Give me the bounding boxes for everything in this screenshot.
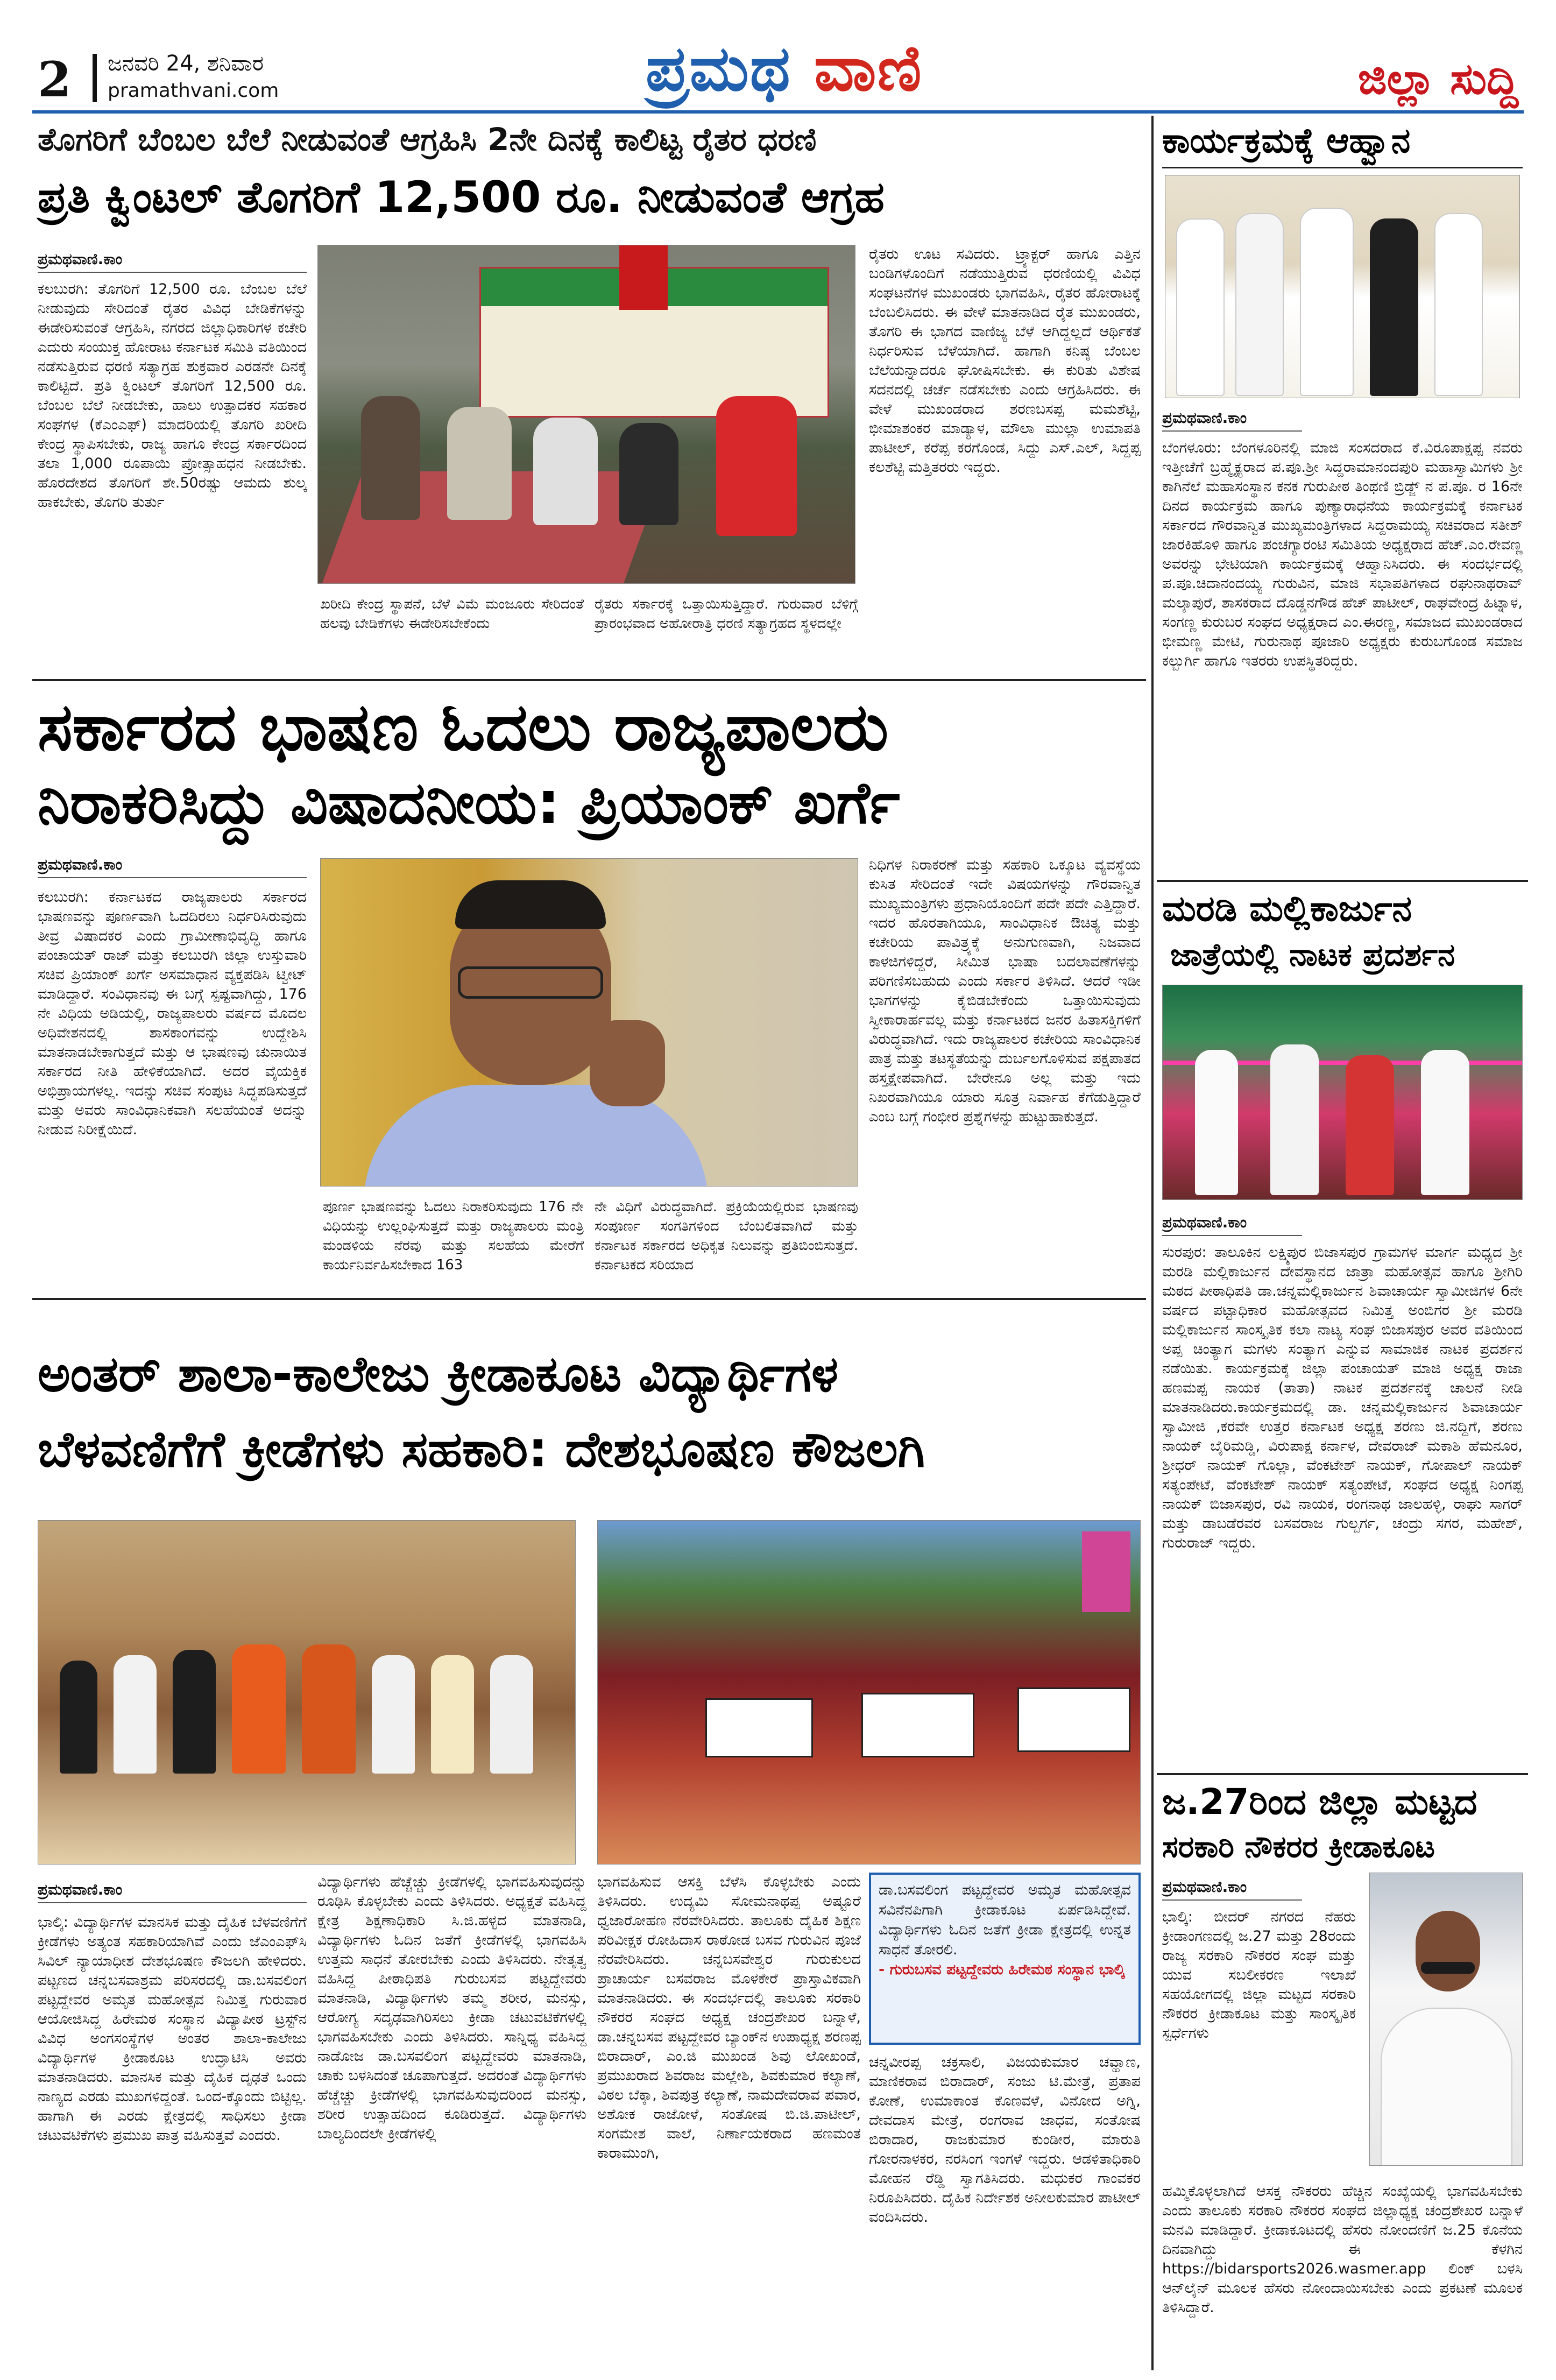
guest-figure [302,1644,356,1774]
page-header [0,0,1556,108]
quote-attribution: - ಗುರುಬಸವ ಪಟ್ಟದ್ದೇವರು ಹಿರೇಮಠ ಸಂಸ್ಥಾನ ಭಾಲ್ಕಿ [879,1961,1125,1978]
guest-figure [173,1650,216,1774]
face-shape [1416,1911,1480,1991]
right3-text-left: ಭಾಲ್ಕಿ: ಬೀದರ್ ನಗರದ ನೆಹರು ಕ್ರೀಡಾಂಗಣದಲ್ಲಿ ಜ.27 ಮತ್ತು 28ರಂದು ರಾಜ್ಯ ಸರಕಾರಿ ನೌಕರರ ಸಂಘ ಮತ್ತು ಯುವ ಸಬಲೀಕರಣ ಇಲಾಖೆ ಸಹಯೋಗದಲ್ಲಿ ಜಿಲ್ಲಾ ಮಟ್ಟದ ಸರಕಾರಿ ನೌಕರರ ಕ್ರೀಡಾಕೂಟ ಮತ್ತು ಸಾಂಸ್ಕೃತಿಕ ಸ್ಪರ್ಧೆಗಳು [1162,1909,1356,2042]
right1-rule [1162,167,1523,168]
placard [1017,1687,1130,1752]
masthead-part2: ವಾಣಿ [814,32,923,105]
guest-figure [1370,218,1418,396]
story1-column-3: ರೈತರು ಊಟ ಸವಿದರು. ಟ್ರ್ಯಾಕ್ಟರ್ ಹಾಗೂ ಎತ್ತಿನ ಬಂಡಿಗಳೊಂದಿಗೆ ನಡೆಯುತ್ತಿರುವ ಧರಣಿಯಲ್ಲಿ ವಿವಿಧ ಸಂಘಟನೆಗಳ ಮುಖಂಡರು ಭಾಗವಹಿಸಿ, ರೈತರ ಹೋರಾಟಕ್ಕೆ ಬೆಂಬಲಿಸಿದರು. ಈ ವೇಳೆ ಮಾತನಾಡಿದ ರೈತ ಮುಖಂಡರು, ತೊಗರಿ ಈ ಭಾಗದ ವಾಣಿಜ್ಯ ಬೆಳೆ ಆಗಿದ್ದಲ್ಲದೆ ಆರ್ಥಿಕತೆ ನಿರ್ಧರಿಸುವ ಬೆಳೆಯಾಗಿದೆ. ಹಾಗಾಗಿ ಕನಿಷ್ಠ ಬೆಂಬಲ ಬೆಲೆಯನ್ನಾದರೂ ಘೋಷಿಸಬೇಕು. ಈ ಕುರಿತು ವಿಶೇಷ ಸದನದಲ್ಲಿ ಚರ್ಚೆ ನಡೆಸಬೇಕು ಎಂದು ಆಗ್ರಹಿಸಿದರು. ಈ ವೇಳೆ ಮುಖಂಡರಾದ ಶರಣಬಸಪ್ಪ ಮಮಶೆಟ್ಟಿ, ಭೀಮಾಶಂಕರ ಮಾಡ್ಯಾಳ, ಮೌಲಾ ಮುಲ್ಲಾ ಉಮಾಪತಿ ಪಾಟೀಲ್, ಕರೆಪ್ಪ ಕರಗೊಂಡ, ಸಿದ್ದು ಎಸ್.ಎಲ್, ಸಿದ್ದಪ್ಪ ಕಲಶೆಟ್ಟಿ ಮತ್ತಿತರರು ಇದ್ದರು. [869,246,1141,476]
story2-caption-2: ನೇ ವಿಧಿಗೆ ವಿರುದ್ಧವಾಗಿದೆ. ಪ್ರಕ್ರಿಯೆಯಲ್ಲಿರುವ ಭಾಷಣವು ಸಂಪೂರ್ಣ ಸಂಗತಿಗಳಿಂದ ಬೆಂಬಲಿತವಾಗಿದೆ ಮತ್ತು ಕರ್ನಾಟಕ ಸರ್ಕಾರದ ಅಧಿಕೃತ ನಿಲುವನ್ನು ಪ್ರತಿಬಿಂಬಿಸುತ್ತದೆ. ಕರ್ನಾಟಕದ ಸರಿಯಾದ [595,1199,858,1273]
guest-figure [372,1655,415,1774]
right2-headline-line1: ಮರಡಿ ಮಲ್ಲಿಕಾರ್ಜುನ [1162,888,1412,929]
guest-figure [1300,208,1354,396]
right3-headline-line1: ಜ.27ರಿಂದ ಜಿಲ್ಲಾ ಮಟ್ಟದ [1162,1781,1477,1823]
right3-byline-rule [1162,1899,1302,1901]
story1-photo [317,245,855,584]
right1-headline: ಕಾರ್ಯಕ್ರಮಕ್ಕೆ ಆಹ್ವಾನ [1162,121,1411,161]
flag [1082,1531,1130,1612]
story1-kicker: ತೊಗರಿಗೆ ಬೆಂಬಲ ಬೆಲೆ ನೀಡುವಂತೆ ಆಗ್ರಹಿಸಿ 2ನೇ ದಿನಕ್ಕೆ ಕಾಲಿಟ್ಟ ರೈತರ ಧರಣಿ [38,121,817,158]
story3-headline-line1: ಅಂತರ್ ಶಾಲಾ-ಕಾಲೇಜು ಕ್ರೀಡಾಕೂಟ ವಿದ್ಯಾರ್ಥಿಗಳ [38,1345,839,1403]
story3-photo-2 [597,1520,1141,1865]
right2-headline-line2: ಜಾತ್ರೆಯಲ್ಲಿ ನಾಟಕ ಪ್ರದರ್ಶನ [1170,936,1455,973]
protester-figure [716,396,797,536]
guest-figure [490,1655,533,1774]
guest-figure [1434,213,1483,396]
mustache-shape [1421,1962,1475,1974]
section-tag: ಜಿಲ್ಲಾ ಸುದ್ದಿ [1357,54,1518,104]
story3-photo-1 [38,1520,576,1865]
right1-bottom-rule [1157,880,1528,882]
right1-text: ಬೆಂಗಳೂರು: ಬೆಂಗಳೂರಿನಲ್ಲಿ ಮಾಜಿ ಸಂಸದರಾದ ಕೆ.ವಿರೂಪಾಕ್ಷಪ್ಪ ನವರು ಇತ್ತೀಚೆಗೆ ಬ್ರಹ್ಮೈಕ್ಯರಾದ ಪ.ಪೂ.ಶ್ರೀ ಸಿದ್ದರಾಮಾನಂದಪುರಿ ಮಹಾಸ್ವಾಮಿಗಳು ಶ್ರೀ ಕಾಗಿನೆಲೆ ಮಹಾಸಂಸ್ಥಾನ ಕನಕ ಗುರುಪೀಠ ತಿಂಥಣಿ ಬ್ರಿಡ್ಜ್ ನ ಪ.ಪೂ. ರ 16ನೇ ದಿನದ ಕಾರ್ಯಕ್ರಮ ಹಾಗೂ ಪುಣ್ಯಾರಾಧನೆಯ ಕಾರ್ಯಕ್ರಮಕ್ಕೆ ಕರ್ನಾಟಕ ಸರ್ಕಾರದ ಗೌರವಾನ್ವಿತ ಮುಖ್ಯಮಂತ್ರಿಗಳಾದ ಸಿದ್ದರಾಮಯ್ಯ ಸಚಿವರಾದ ಸತೀಶ್ ಜಾರಕಿಹೊಳಿ ಹಾಗೂ ಪಂಚಗ್ಯಾರಂಟಿ ಸಮಿತಿಯ ಅಧ್ಯಕ್ಷರಾದ ಹೆಚ್.ಎಂ.ರೇವಣ್ಣ ಅವರನ್ನು ಭೇಟಿಯಾಗಿ ಕಾರ್ಯಕ್ರಮಕ್ಕೆ ಆಹ್ವಾನಿಸಿದರು. ಈ ಸಂದರ್ಭದಲ್ಲಿ ಪ.ಪೂ.ಚಿದಾನಂದಯ್ಯ ಗುರುವಿನ, ಮಾಜಿ ಸಭಾಪತಿಗಳಾದ ರಘುನಾಥರಾವ್ ಮಲ್ಕಾಪುರೆ, ಶಾಸಕರಾದ ದೊಡ್ಡನಗೌಡ ಹೆಚ್ ಪಾಟೀಲ್, ರಾಘವೇಂದ್ರ ಹಿಟ್ನಾಳ, ಸಂಗಣ್ಣ ಕುರುಬರ ಸಂಘದ ಅಧ್ಯಕ್ಷರಾದ ಎಂ.ಈರಣ್ಣ, ಸಮಾಜದ ಮುಖಂಡರಾದ ಭೀಮಣ್ಣ ಮೇಟಿ, ಗುರುನಾಥ ಪೂಜಾರಿ ಅಧ್ಯಕ್ಷರು ಕುರುಬಗೊಂಡ ಸಮಾಜ ಕಲ್ಬುರ್ಗಿ ಹಾಗೂ ಇತರರು ಉಪಸ್ಥಿತರಿದ್ದರು. [1162,440,1523,669]
story1-column-1: ಕಲಬುರಗಿ: ತೊಗರಿಗೆ 12,500 ರೂ. ಬೆಂಬಲ ಬೆಲೆ ನೀಡುವುದು ಸೇರಿದಂತೆ ರೈತರ ವಿವಿಧ ಬೇಡಿಕೆಗಳನ್ನು ಈಡೇರಿಸುವಂತೆ ಆಗ್ರಹಿಸಿ, ನಗರದ ಜಿಲ್ಲಾಧಿಕಾರಿಗಳ ಕಚೇರಿ ಎದುರು ಸಂಯುಕ್ತ ಹೋರಾಟ ಕರ್ನಾಟಕ ಸಮಿತಿ ವತಿಯಿಂದ ನಡೆಸುತ್ತಿರುವ ಧರಣಿ ಸತ್ಯಾಗ್ರಹ ಶುಕ್ರವಾರ ಎರಡನೇ ದಿನಕ್ಕೆ ಕಾಲಿಟ್ಟಿದೆ. ಪ್ರತಿ ಕ್ವಿಂಟಲ್ ತೊಗರಿಗೆ 12,500 ರೂ. ಬೆಂಬಲ ಬೆಲೆ ನೀಡಬೇಕು, ಹಾಲು ಉತ್ಪಾದಕರ ಸಹಕಾರ ಸಂಘಗಳ (ಕೆಎಂಎಫ್) ಮಾದರಿಯಲ್ಲಿ ತೊಗರಿ ಖರೀದಿ ಕೇಂದ್ರ ಸ್ಥಾಪಿಸಬೇಕು, ರಾಜ್ಯ ಹಾಗೂ ಕೇಂದ್ರ ಸರ್ಕಾರದಿಂದ ತಲಾ 1,000 ರೂಪಾಯಿ ಪ್ರೋತ್ಸಾಹಧನ ನೀಡಬೇಕು. ಹೊರದೇಶದ ತೊಗರಿಗೆ ಶೇ.50ರಷ್ಟು ಆಮದು ಶುಲ್ಕ ಹಾಕಬೇಕು, ತೊಗರಿ ತುರ್ತು [38,281,307,511]
right2-bottom-rule [1157,1773,1528,1775]
shirt-shape [1381,2008,1512,2166]
guest-figure [1270,1044,1319,1195]
hair-shape [455,880,606,929]
story3-quote-box [869,1873,1141,2045]
protester-figure [447,407,512,520]
story1-headline: ಪ್ರತಿ ಕ್ವಿಂಟಲ್ ತೊಗರಿಗೆ 12,500 ರೂ. ನೀಡುವಂತೆ ಆಗ್ರಹ [38,172,885,222]
story1-byline: ಪ್ರಮಥವಾಣಿ.ಕಾಂ [38,250,123,268]
quote-text: ಡಾ.ಬಸವಲಿಂಗ ಪಟ್ಟದ್ದೇವರ ಅಮೃತ ಮಹೋತ್ಸವ ಸವಿನೆನಪಿಗಾಗಿ ಕ್ರೀಡಾಕೂಟ ಏರ್ಪಡಿಸಿದ್ದೇವೆ. ವಿದ್ಯಾರ್ಥಿಗಳು ಓದಿನ ಜತೆಗೆ ಕ್ರೀಡಾ ಕ್ಷೇತ್ರದಲ್ಲಿ ಉನ್ನತ ಸಾಧನೆ ತೋರಲಿ. [879,1882,1131,1958]
story2-byline: ಪ್ರಮಥವಾಣಿ.ಕಾಂ [38,856,123,873]
right2-byline: ಪ್ರಮಥವಾಣಿ.ಕಾಂ [1162,1213,1247,1231]
guest-figure [431,1655,474,1774]
right3-headline-line2: ಸರಕಾರಿ ನೌಕರರ ಕ್ರೀಡಾಕೂಟ [1162,1830,1435,1865]
page-number: 2 [38,51,72,108]
hand-shape [590,1020,665,1106]
right2-photo [1162,985,1523,1200]
protester-figure [619,423,678,525]
story3-headline-line2: ಬೆಳವಣಿಗೆಗೆ ಕ್ರೀಡೆಗಳು ಸಹಕಾರಿ: ದೇಶಭೂಷಣ ಕೌಜಲಗಿ [38,1421,925,1478]
story2-photo [320,858,858,1187]
story2-column-1: ಕಲಬುರಗಿ: ಕರ್ನಾಟಕದ ರಾಜ್ಯಪಾಲರು ಸರ್ಕಾರದ ಭಾಷಣವನ್ನು ಪೂರ್ಣವಾಗಿ ಓದದಿರಲು ನಿರ್ಧರಿಸಿರುವುದು ತೀವ್ರ ವಿಷಾದಕರ ಎಂದು ಗ್ರಾಮೀಣಾಭಿವೃದ್ಧಿ ಹಾಗೂ ಪಂಚಾಯತ್ ರಾಜ್ ಮತ್ತು ಕಲಬುರಗಿ ಜಿಲ್ಲಾ ಉಸ್ತುವಾರಿ ಸಚಿವ ಪ್ರಿಯಾಂಕ್ ಖರ್ಗೆ ಅಸಮಾಧಾನ ವ್ಯಕ್ತಪಡಿಸಿ ಟ್ವೀಟ್ ಮಾಡಿದ್ದಾರೆ. ಸಂವಿಧಾನವು ಈ ಬಗ್ಗೆ ಸ್ಪಷ್ಟವಾಗಿದ್ದು, 176 ನೇ ವಿಧಿಯ ಅಡಿಯಲ್ಲಿ, ರಾಜ್ಯಪಾಲರು ವರ್ಷದ ಮೊದಲ ಅಧಿವೇಶನದಲ್ಲಿ ಶಾಸಕಾಂಗವನ್ನು ಉದ್ದೇಶಿಸಿ ಮಾತನಾಡಬೇಕಾಗುತ್ತದೆ ಮತ್ತು ಆ ಭಾಷಣವು ಚುನಾಯಿತ ಸರ್ಕಾರದ ನೀತಿ ಹೇಳಿಕೆಯಾಗಿದೆ. ಅದರ ವೈಯಕ್ತಿಕ ಅಭಿಪ್ರಾಯಗಳಲ್ಲ. ಇದನ್ನು ಸಚಿವ ಸಂಪುಟ ಸಿದ್ಧಪಡಿಸುತ್ತದೆ ಮತ್ತು ಅವರು ಸಾಂವಿಧಾನಿಕವಾಗಿ ಸಲಹೆಯಂತೆ ಅದನ್ನು ನೀಡುವ ನಿರೀಕ್ಷೆಯಿದೆ. [38,889,307,1138]
guest-figure [60,1661,97,1774]
placard [705,1698,813,1757]
right1-byline: ಪ್ರಮಥವಾಣಿ.ಕಾಂ [1162,409,1247,427]
guest-figure [232,1644,286,1774]
protester-figure [361,396,420,520]
website-link[interactable]: pramathvani.com [108,80,279,102]
guest-figure [1176,218,1225,396]
guest-figure [1195,1050,1238,1195]
right3-photo [1369,1873,1523,2166]
story2-byline-rule [38,877,307,878]
guest-figure [1421,1050,1469,1195]
guest-figure [114,1655,157,1774]
placard [861,1693,974,1757]
story1-caption-1: ಖರೀದಿ ಕೇಂದ್ರ ಸ್ಥಾಪನೆ, ಬೆಳೆ ವಿಮೆ ಮಂಜೂರು ಸೇರಿದಂತೆ ಹಲವು ಬೇಡಿಕೆಗಳು ಈಡೇರಿಸಬೇಕೆಂದು [320,596,584,632]
story2-column-3: ನಿಧಿಗಳ ನಿರಾಕರಣೆ ಮತ್ತು ಸಹಕಾರಿ ಒಕ್ಕೂಟ ವ್ಯವಸ್ಥೆಯ ಕುಸಿತ ಸೇರಿದಂತೆ ಇದೇ ವಿಷಯಗಳನ್ನು ಗೌರವಾನ್ವಿತ ಮುಖ್ಯಮಂತ್ರಿಗಳು ಪ್ರಧಾನಿಯೊಂದಿಗೆ ಪದೇ ಪದೇ ಎತ್ತಿದ್ದಾರೆ. ಇದರ ಹೊರತಾಗಿಯೂ, ಸಾಂವಿಧಾನಿಕ ಔಚಿತ್ಯ ಮತ್ತು ಕಚೇರಿಯ ಪಾವಿತ್ರ್ಯಕ್ಕೆ ಅನುಗುಣವಾಗಿ, ನಿಜವಾದ ಕಾಳಜಿಗಳಿದ್ದರೆ, ಸೀಮಿತ ಭಾಷಾ ಬದಲಾವಣೆಗಳನ್ನು ಪರಿಗಣಿಸಬಹುದು ಎಂದು ಸರ್ಕಾರ ತಿಳಿಸಿದೆ. ಆದರೆ ಇಡೀ ಭಾಗಗಳನ್ನು ಕೈಬಿಡಬೇಕೆಂದು ಒತ್ತಾಯಿಸುವುದು ಸ್ವೀಕಾರಾರ್ಹವಲ್ಲ ಮತ್ತು ಕರ್ನಾಟಕದ ಜನರ ಹಿತಾಸಕ್ತಿಗಳಿಗೆ ವಿರುದ್ಧವಾಗಿದೆ. ಇದು ರಾಜ್ಯಪಾಲರ ಕಚೇರಿಯ ಸಾಂವಿಧಾನಿಕ ಪಾತ್ರ ಮತ್ತು ತಟಸ್ಥತೆಯನ್ನು ದುರ್ಬಲಗೊಳಿಸುವ ಪಕ್ಷಪಾತದ ಹಸ್ತಕ್ಷೇಪವಾಗಿದೆ. ಬೇರೇನೂ ಅಲ್ಲ ಮತ್ತು ಇದು ನಿಖರವಾಗಿಯೂ ಯಾರು ಸೂತ್ರ ನಿರ್ವಾಹ ಕೆಗೆಡುತ್ತಿದ್ದಾರೆ ಎಂಬ ಬಗ್ಗೆ ಗಂಭೀರ ಪ್ರಶ್ನೆಗಳನ್ನು ಹುಟ್ಟುಹಾಕುತ್ತದೆ. [869,857,1141,1125]
glasses-shape [458,966,603,999]
right1-photo [1165,175,1520,398]
story1-bottom-rule [32,679,1146,681]
red-flag [619,245,668,310]
protester-figure [533,418,598,525]
guest-figure [1346,1055,1394,1195]
guest-figure [1235,213,1284,396]
column-divider [1151,116,1154,2370]
masthead-part1: ಪ್ರಮಥ [646,32,791,105]
right3-byline: ಪ್ರಮಥವಾಣಿ.ಕಾಂ [1162,1878,1247,1896]
issue-date: ಜನವರಿ 24, ಶನಿವಾರ [108,51,264,76]
masthead-logo [646,32,923,106]
right3-text-full: ಹಮ್ಮಿಕೊಳ್ಳಲಾಗಿದೆ ಆಸಕ್ತ ನೌಕರರು ಹೆಚ್ಚಿನ ಸಂಖ್ಯೆಯಲ್ಲಿ ಭಾಗವಹಿಸಬೇಕು ಎಂದು ತಾಲೂಕು ಸರಕಾರಿ ನೌಕರರ ಸಂಘದ ಜಿಲ್ಲಾಧ್ಯಕ್ಷ ಚಂದ್ರಶೇಖರ ಬನ್ನಾಳೆ ಮನವಿ ಮಾಡಿದ್ದಾರೆ. ಕ್ರೀಡಾಕೂಟದಲ್ಲಿ ಹೆಸರು ನೋಂದಣಿಗೆ ಜ.25 ಕೊನೆಯ ದಿನವಾಗಿದ್ದು ಈ ಕೆಳಗಿನ https://bidarsports2026.wasmer.app ಲಿಂಕ್ ಬಳಸಿ ಆನ್‌ಲೈನ್ ಮೂಲಕ ಹೆಸರು ನೋಂದಾಯಿಸಬೇಕು ಎಂದು ಪ್ರಕಟಣೆ ಮೂಲಕ ತಿಳಿಸಿದ್ದಾರೆ. [1162,2183,1523,2316]
header-divider [93,54,97,102]
story2-headline-line1: ಸರ್ಕಾರದ ಭಾಷಣ ಓದಲು ರಾಜ್ಯಪಾಲರು [38,689,889,765]
right2-byline-rule [1162,1235,1302,1236]
right1-byline-rule [1162,430,1302,432]
story3-byline-rule [38,1902,307,1903]
story1-byline-rule [38,272,307,273]
story3-column-1: ಭಾಲ್ಕಿ: ವಿದ್ಯಾರ್ಥಿಗಳ ಮಾನಸಿಕ ಮತ್ತು ದೈಹಿಕ ಬೆಳವಣಿಗೆಗೆ ಕ್ರೀಡೆಗಳು ಅತ್ಯಂತ ಸಹಕಾರಿಯಾಗಿವೆ ಎಂದು ಜೆಎಂಎಫ್‌ಸಿ ಸಿವಿಲ್ ನ್ಯಾಯಾಧೀಶ ದೇಶಭೂಷಣ ಕೌಜಲಗಿ ಹೇಳಿದರು. ಪಟ್ಟಣದ ಚನ್ನಬಸವಾಶ್ರಮ ಪರಿಸರದಲ್ಲಿ ಡಾ.ಬಸವಲಿಂಗ ಪಟ್ಟದ್ದೇವರ ಅಮೃತ ಮಹೋತ್ಸವ ನಿಮಿತ್ತ ಗುರುವಾರ ಆಯೋಜಿಸಿದ್ದ ಹಿರೇಮಠ ಸಂಸ್ಥಾನ ವಿದ್ಯಾಪೀಠ ಟ್ರಸ್ಟ್‌ನ ವಿವಿಧ ಅಂಗಸಂಸ್ಥೆಗಳ ಅಂತರ ಶಾಲಾ-ಕಾಲೇಜು ವಿದ್ಯಾರ್ಥಿಗಳ ಕ್ರೀಡಾಕೂಟ ಉದ್ಘಾಟಿಸಿ ಅವರು ಮಾತನಾಡಿದರು. ಮಾನಸಿಕ ಮತ್ತು ದೈಹಿಕ ದೃಢತೆ ಒಂದು ನಾಣ್ಯದ ಎರಡು ಮುಖಗಳಿದ್ದಂತೆ. ಒಂದ-ಕ್ಕೊಂದು ಬಿಟ್ಟಿಲ್ಲ. ಹಾಗಾಗಿ ಈ ಎರಡು ಕ್ಷೇತ್ರದಲ್ಲಿ ಸಾಧಿಸಲು ಕ್ರೀಡಾ ಚಟುವಟಿಕೆಗಳು ಪ್ರಮುಖ ಪಾತ್ರ ವಹಿಸುತ್ತವೆ ಎಂದರು. [38,1914,307,2144]
story3-column-3: ಭಾಗವಹಿಸುವ ಆಸಕ್ತಿ ಬೆಳೆಸಿ ಕೊಳ್ಳಬೇಕು ಎಂದು ತಿಳಿಸಿದರು. ಉದ್ಯಮಿ ಸೋಮನಾಥಪ್ಪ ಅಷ್ಟೂರೆ ಧ್ವಜಾರೋಹಣ ನೆರವೇರಿಸಿದರು. ತಾಲೂಕು ದೈಹಿಕ ಶಿಕ್ಷಣ ಪರಿವೀಕ್ಷಕ ರೋಹಿದಾಸ ರಾಠೋಡ ಬಸವ ಗುರುವಿನ ಪೂಜೆ ನೆರವೇರಿಸಿದರು. ಚನ್ನಬಸವೇಶ್ವರ ಗುರುಕುಲದ ಪ್ರಾಚಾರ್ಯ ಬಸವರಾಜ ಮೊಳಕೇರೆ ಪ್ರಾಸ್ತಾವಿಕವಾಗಿ ಮಾತನಾಡಿದರು. ಈ ಸಂದರ್ಭದಲ್ಲಿ ತಾಲೂಕು ಸರಕಾರಿ ನೌಕರರ ಸಂಘದ ಅಧ್ಯಕ್ಷ ಚಂದ್ರಶೇಖರ ಬನ್ನಾಳೆ, ಡಾ.ಚನ್ನಬಸವ ಪಟ್ಟದ್ದೇವರ ಬ್ಯಾಂಕ್‌ನ ಉಪಾಧ್ಯಕ್ಷ ಶರಣಪ್ಪ ಬಿರಾದಾರ್, ಎಂ.ಜಿ ಮುಖಂಡ ಶಿವು ಲೋಖಂಡೆ, ಪ್ರಮುಖರಾದ ಶಿವರಾಜ ಮಲ್ಲೇಶಿ, ಶಿವಕುಮಾರ ಕಲ್ಯಾಣೆ, ವಿಠಲ ಬೆಕ್ಕಾ, ಶಿವಪುತ್ರ ಕಲ್ಯಾಣೆ, ನಾಮದೇವರಾವ ಪವಾರ, ಅಶೋಕ ರಾಜೋಳೆ, ಸಂತೋಷ ಬಿ.ಜಿ.ಪಾಟೀಲ್, ಸಂಗಮೇಶ ವಾಲೆ, ನಿರ್ಣಾಯಕರಾದ ಹಣಮಂತ ಕಾರಾಮುಂಗಿ, [597,1874,861,2162]
right2-text: ಸುರಪುರ: ತಾಲೂಕಿನ ಲಕ್ಷ್ಮಿಪುರ ಬಿಜಾಸಪುರ ಗ್ರಾಮಗಳ ಮಾರ್ಗ ಮಧ್ಯದ ಶ್ರೀ ಮರಡಿ ಮಲ್ಲಿಕಾರ್ಜುನ ದೇವಸ್ಥಾನದ ಜಾತ್ರಾ ಮಹೋತ್ಸವ ಹಾಗೂ ಶ್ರೀಗಿರಿ ಮಠದ ಪೀಠಾಧಿಪತಿ ಡಾ.ಚನ್ನಮಲ್ಲಿಕಾರ್ಜುನ ಶಿವಾಚಾರ್ಯ ಸ್ವಾಮೀಜಿಗಳ 6ನೇ ವರ್ಷದ ಪಟ್ಟಾಧಿಕಾರ ಮಹೋತ್ಸವದ ನಿಮಿತ್ತ ಅಂಬಿಗರ ಶ್ರೀ ಮರಡಿ ಮಲ್ಲಿಕಾರ್ಜುನ ಸಾಂಸ್ಕೃತಿಕ ಕಲಾ ನಾಟ್ಯ ಸಂಘ ಬಿಜಾಸಪುರ ಅವರ ವತಿಯಿಂದ ಅಪ್ಪ ಚಿಂತ್ಯಾಗ ಮಗಳು ಸಂತ್ಯಾಗ ಎನ್ನುವ ಸಾಮಾಜಿಕ ನಾಟಕ ಪ್ರದರ್ಶನ ನಡೆಯಿತು. ಕಾರ್ಯಕ್ರಮಕ್ಕೆ ಜಿಲ್ಲಾ ಪಂಚಾಯತ್ ಮಾಜಿ ಅಧ್ಯಕ್ಷ ರಾಜಾ ಹಣಮಪ್ಪ ನಾಯಕ (ತಾತಾ) ನಾಟಕ ಪ್ರದರ್ಶನಕ್ಕೆ ಚಾಲನೆ ನೀಡಿ ಮಾತನಾಡಿದರು.ಕಾರ್ಯಕ್ರಮದಲ್ಲಿ ಡಾ. ಚನ್ನಮಲ್ಲಿಕಾರ್ಜುನ ಶಿವಾಚಾರ್ಯ ಸ್ವಾಮೀಜಿ ,ಕರವೇ ಉತ್ತರ ಕರ್ನಾಟಕ ಅಧ್ಯಕ್ಷ ಶರಣು ಜಿ.ನದ್ದಿಗೆ, ಶರಣು ನಾಯಕ್ ಬೈರಿಮಡ್ಡಿ, ವಿರುಪಾಕ್ಷ ಕರ್ನಾಳ, ದೇವರಾಜ್ ಮಕಾಶಿ ಹೆಮನೂರ, ಶ್ರೀಧರ್ ನಾಯಕ್ ಗೊಲ್ಲಾ, ವೆಂಕಟೇಶ್ ನಾಯಕ್, ಗೋಪಾಲ್ ನಾಯಕ್ ಸತ್ಯಂಪೇಟೆ, ವೆಂಕಟೇಶ್ ನಾಯಕ್ ಸತ್ಯಂಪೇಟೆ, ಸಂಘದ ಅಧ್ಯಕ್ಷ ನಿಂಗಪ್ಪ ನಾಯಕ್ ಬಿಜಾಸಪುರ, ರವಿ ನಾಯಕ, ರಂಗನಾಥ ಜಾಲಹಳ್ಳಿ, ರಾಘು ಸಾಗರ್ ಮತ್ತು ಡಾಬಡೆರವರ ಬಸವರಾಜ ಗುಲ್ಬರ್ಗ, ಚಂದ್ರು ಸಗರ, ಮಹೇಶ್, ಗುರುರಾಜ್ ಇದ್ದರು. [1162,1244,1523,1551]
story1-caption-2: ರೈತರು ಸರ್ಕಾರಕ್ಕೆ ಒತ್ತಾಯಿಸುತ್ತಿದ್ದಾರೆ. ಗುರುವಾರ ಬೆಳಿಗ್ಗೆ ಪ್ರಾರಂಭವಾದ ಅಹೋರಾತ್ರಿ ಧರಣಿ ಸತ್ಯಾಗ್ರಹದ ಸ್ಥಳದಲ್ಲೇ [595,596,858,632]
story2-bottom-rule [32,1298,1146,1300]
story2-caption-1: ಪೂರ್ಣ ಭಾಷಣವನ್ನು ಓದಲು ನಿರಾಕರಿಸುವುದು 176 ನೇ ವಿಧಿಯನ್ನು ಉಲ್ಲಂಘಿಸುತ್ತದೆ ಮತ್ತು ರಾಜ್ಯಪಾಲರು ಮಂತ್ರಿ ಮಂಡಳಿಯ ನೆರವು ಮತ್ತು ಸಲಹೆಯ ಮೇರೆಗೆ ಕಾರ್ಯನಿರ್ವಹಿಸಬೇಕಾದ 163 [323,1199,584,1273]
story3-column-2: ವಿದ್ಯಾರ್ಥಿಗಳು ಹೆಚ್ಚೆಚ್ಚು ಕ್ರೀಡೆಗಳಲ್ಲಿ ಭಾಗವಹಿಸುವುದನ್ನು ರೂಢಿಸಿ ಕೊಳ್ಳಬೇಕು ಎಂದು ತಿಳಿಸಿದರು. ಅಧ್ಯಕ್ಷತೆ ವಹಿಸಿದ್ದ ಕ್ಷೇತ್ರ ಶಿಕ್ಷಣಾಧಿಕಾರಿ ಸಿ.ಜಿ.ಹಳ್ಳದ ಮಾತನಾಡಿ, ವಿದ್ಯಾರ್ಥಿಗಳು ಓದಿನ ಜತೆಗೆ ಕ್ರೀಡೆಗಳಲ್ಲಿ ಭಾಗವಹಿಸಿ ಉತ್ತಮ ಸಾಧನೆ ತೋರಬೇಕು ಎಂದು ತಿಳಿಸಿದರು. ನೇತೃತ್ವ ವಹಿಸಿದ್ದ ಪೀಠಾಧಿಪತಿ ಗುರುಬಸವ ಪಟ್ಟದ್ದೇವರು ಮಾತನಾಡಿ, ವಿದ್ಯಾರ್ಥಿಗಳು ತಮ್ಮ ಶರೀರ, ಮನಸ್ಸು, ಆರೋಗ್ಯ ಸದೃಢವಾಗಿರಿಸಲು ಕ್ರೀಡಾ ಚಟುವಟಿಕೆಗಳಲ್ಲಿ ಭಾಗವಹಿಸಬೇಕು ಎಂದು ತಿಳಿಸಿದರು. ಸಾನ್ನಿಧ್ಯ ವಹಿಸಿದ್ದ ನಾಡೋಜ ಡಾ.ಬಸವಲಿಂಗ ಪಟ್ಟದ್ದೇವರು ಮಾತನಾಡಿ, ಚಾಕು ಬಳಸಿದಂತೆ ಚೂಪಾಗುತ್ತದೆ. ಅದರಂತೆ ವಿದ್ಯಾರ್ಥಿಗಳು ಹೆಚ್ಚೆಚ್ಚು ಕ್ರೀಡೆಗಳಲ್ಲಿ ಭಾಗವಹಿಸುವುದರಿಂದ ಮನಸ್ಸು, ಶರೀರ ಉತ್ಸಾಹದಿಂದ ಕೂಡಿರುತ್ತದೆ. ವಿದ್ಯಾರ್ಥಿಗಳು ಬಾಲ್ಯದಿಂದಲೇ ಕ್ರೀಡೆಗಳಲ್ಲಿ [317,1874,586,2142]
story3-byline: ಪ್ರಮಥವಾಣಿ.ಕಾಂ [38,1881,123,1898]
header-rule [32,110,1524,114]
story2-headline-line2: ನಿರಾಕರಿಸಿದ್ದು ವಿಷಾದನೀಯ: ಪ್ರಿಯಾಂಕ್ ಖರ್ಗೆ [38,769,900,837]
story3-column-4: ಚನ್ನವೀರಪ್ಪ ಚಕ್ರಸಾಲಿ, ವಿಜಯಕುಮಾರ ಚವ್ಹಾಣ, ಮಾಣಿಕರಾವ ಬಿರಾದಾರ್, ಸಂಜು ಟಿ.ಮೇತ್ರೆ, ಪ್ರತಾಪ ಕೋಣೆ, ಉಮಾಕಾಂತ ಕೊಣವಳೆ, ವಿನೋದ ಅಗ್ನಿ, ದೇವದಾಸ ಮೇತ್ರೆ, ರಂಗರಾವ ಜಾಧವ, ಸಂತೋಷ ಬಿರಾದಾರ, ರಾಜಕುಮಾರ ಕುಂಡೀರ, ಮಾರುತಿ ಗೋರನಾಳಕರ, ನರಸಿಂಗ ಇಂಗಳೆ ಇದ್ದರು. ಆಡಳಿತಾಧಿಕಾರಿ ಮೋಹನ ರೆಡ್ಡಿ ಸ್ವಾಗತಿಸಿದರು. ಮಧುಕರ ಗಾಂವಕರ ನಿರೂಪಿಸಿದರು. ದೈಹಿಕ ನಿರ್ದೇಶಕ ಅನೀಲಕುಮಾರ ಪಾಟೀಲ್ ವಂದಿಸಿದರು. [869,2054,1141,2226]
